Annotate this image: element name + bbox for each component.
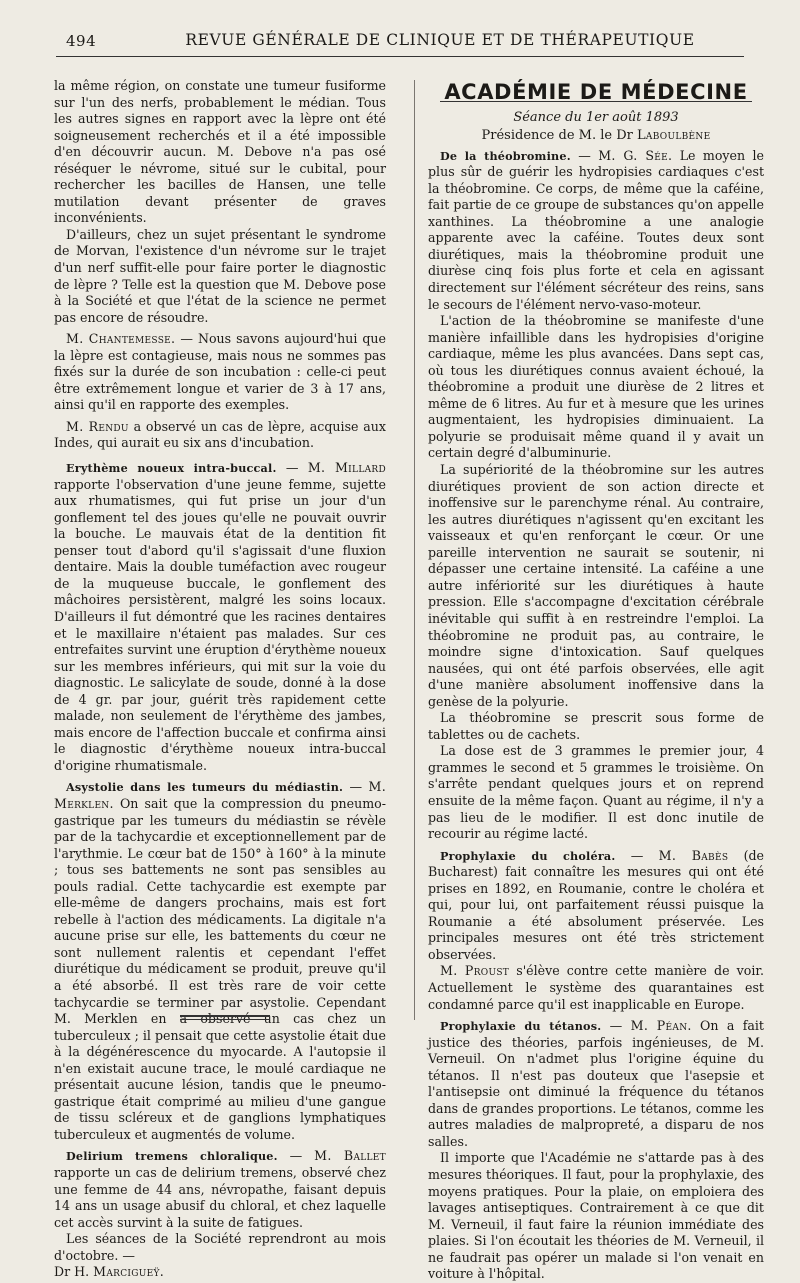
section-heading: Prophylaxie du tétanos. xyxy=(440,1019,602,1034)
paragraph-text: — Nous savons aujourd'hui que la lèpre est contagieuse, mais nous ne sommes pas fixés sur la durée de son incubation : celle-ci peut être extrêmement longue et varier de 3 à 17 ans, ainsi qu'il en rapporte des exemples. xyxy=(54,331,386,413)
section-heading: De la théobromine. xyxy=(440,148,571,163)
presidence xyxy=(428,128,764,145)
paragraph xyxy=(54,331,386,414)
column-divider xyxy=(414,80,415,1020)
paragraph: La supériorité de la théobromine sur les autres diurétiques provient de son action directe et inoffensive sur le parenchyme rénal. Au contraire, les autres diurétiques n'agissent qu'en excitant les vaisseaux et qu'en renforçant le cœur. Or une pareille intervention ne saurait se soutenir, ni dépasser une certaine intensité. La caféine a une autre infériorité sur les diurétiques à haute pression. Elle s'accompagne d'excitation cérébrale inévitable qui suffit à en restreindre l'emploi. La théobromine ne produit pas, au contraire, le moindre signe d'intoxication. Sauf quelques nausées, qui ont été parfois observées, elle agit d'une manière absolument inoffensive dans la genèse de la polyurie. xyxy=(428,462,764,709)
right-column xyxy=(428,80,765,1283)
page-number: 494 xyxy=(66,32,97,50)
paragraph: Prophylaxie du choléra. — M. Babès (de Bucharest) fait connaître les mesures qui ont été prises en 1892, en Roumanie, contre le choléra et qui, pour lui, ont parfaitement réussi puisque la Roumanie a été absolument préservée. Les principales mesures ont été très strictement observées. xyxy=(428,847,765,962)
speaker-name: M. Péan. xyxy=(630,1018,692,1034)
section-title xyxy=(428,80,764,104)
paragraph: Prophylaxie du tétanos. — M. Péan. On a fait justice des théories, parfois ingénieuses, de M. Verneuil. On n'admet plus l'origine équine du tétanos. Il n'est pas douteux que l'asepsie et l'antisepsie ont diminué la fréquence du tétanos dans de grandes proportions. Le tétanos, comme les autres maladies de malpropreté, a disparu de nos salles. xyxy=(428,1018,764,1149)
journal-title: REVUE GÉNÉRALE DE CLINIQUE ET DE THÉRAPEUTIQUE xyxy=(185,31,695,49)
paragraph-text: On a fait justice des théories, parfois ingénieuses, de M. Verneuil. On n'admet plus l'origine équine du tétanos. Il n'est pas douteux que l'asepsie et l'antisepsie ont diminué la fréquence du tétanos dans de grandes proportions. Le tétanos, comme les autres maladies de malpropreté, a disparu de nos salles. xyxy=(428,1018,764,1149)
paragraph: La dose est de 3 grammes le premier jour, 4 grammes le second et 5 grammes le troisième. On s'arrête pendant quelques jours et on reprend ensuite de la même façon. Quant au régime, il n'y a pas lieu de le modifier. Il est donc inutile de recourir au régime lacté. xyxy=(428,743,764,842)
paragraph: Erythème noueux intra-buccal. — M. Millard rapporte l'observation d'une jeune femme, sujette aux rhumatismes, qui fut prise un jour d'un gonflement tel des joues qu'elle ne pouvait ouvrir la bouche. Le mauvais état de la dentition fit penser tout d'abord qu'il s'agissait d'une fluxion dentaire. Mais la double tuméfaction avec rougeur de la muqueuse buccale, le gonflement des mâchoires persistèrent, malgré les soins locaux. D'ailleurs il fut démontré que les racines dentaires et le maxillaire n'étaient pas malades. Sur ces entrefaites survint une éruption d'érythème noueux sur les membres inférieurs, qui mit sur la voie du diagnostic. Le salicylate de soude, donné à la dose de 4 gr. par jour, guérit très rapidement cette malade, non seulement de l'érythème des jambes, mais encore de l'affection buccale et confirma ainsi le diagnostic d'érythème noueux intra-buccal d'origine rhumatismale. xyxy=(54,460,386,773)
speaker-name: M. Millard xyxy=(307,460,386,476)
signature-prefix: Dr H. xyxy=(54,1264,90,1280)
paragraph: Asystolie dans les tumeurs du médiastin. — M. Merklen. On sait que la compression du pneumo-gastrique par les tumeurs du médiastin se révèle par de la tachycardie et exceptionnellement par de l'arythmie. Le cœur bat de 150° à 160° à la minute ; tous ses battements ne sont pas sensibles au pouls radial. Cette tachycardie est exempte par elle-même de dangers prochains, mais est fort rebelle à l'action des médicaments. La digitale n'a aucune prise sur elle, les battements du cœur ne sont nullement ralentis et cependant l'effet diurétique du médicament se produit, preuve qu'il a été absorbé. Il est très rare de voir cette tachycardie se terminer par asystolie. Cependant M. Merklen en a observé un cas chez un tuberculeux ; il pensait que cette asystolie était due à la dégénérescence du myocarde. A l'autopsie il n'en existait aucune trace, le moulé cardiaque ne présentait aucune lésion, tandis que le pneumo-gastrique était comprimé au milieu d'une gangue de tissu scléreux et de ganglions lymphatiques tuberculeux et augmentés de volume. xyxy=(54,779,386,1142)
section-heading: Prophylaxie du choléra. xyxy=(440,848,616,863)
section-heading: Delirium tremens chloralique. xyxy=(66,1149,278,1164)
speaker-name: M. Ballet xyxy=(314,1148,386,1164)
paragraph: De la théobromine. — M. G. Sée. Le moyen le plus sûr de guérir les hydropisies cardiaques c'est la théobromine. Ce corps, de même que la caféine, fait partie de ce groupe de substances qu'on appelle xanthines. La théobromine a une analogie apparente avec la caféine. Toutes deux sont diurétiques, mais la théobromine produit une diurèse cinq fois plus forte et cela en agissant directement sur l'élément sécréteur des reins, sans le secours de l'élément nervo-vaso-moteur. xyxy=(428,147,764,312)
running-head xyxy=(56,28,744,57)
seance-date: Séance du 1er août 1893 xyxy=(513,109,679,125)
section-heading: Erythème noueux intra-buccal. xyxy=(66,461,277,476)
paragraph-text: Le moyen le plus sûr de guérir les hydropisies cardiaques c'est la théobromine. Ce corps, de même que la caféine, fait partie de ce groupe de substances qu'on appelle xanthines. La théobromine a une analogie apparente avec la caféine. Toutes deux sont diurétiques, mais la théobromine produit une diurèse cinq fois plus forte et cela en agissant directement sur l'élément sécréteur des reins, sans le secours de l'élément nervo-vaso-moteur. xyxy=(428,147,764,312)
paragraph xyxy=(428,963,764,1013)
paragraph: D'ailleurs, chez un sujet présentant le syndrome de Morvan, l'existence d'un névrome sur le trajet d'un nerf suffit-elle pour faire porter le diagnostic de lèpre ? Telle est la question que M. Debove pose à la Société et que l'état de la science ne permet pas encore de résoudre. xyxy=(54,226,386,325)
section-title-text: ACADÉMIE DE MÉDECINE xyxy=(440,84,751,102)
paragraph-text: s'élève contre cette manière de voir. Actuellement le système des quarantaines est condamné parce qu'il est inapplicable en Europe. xyxy=(428,963,765,1012)
speaker-name: M. G. Sée. xyxy=(598,147,673,163)
presidence-prefix: Présidence de M. le Dr xyxy=(481,128,633,144)
paragraph xyxy=(54,419,386,452)
speaker-name: M. Merklen. xyxy=(54,779,386,811)
paragraph: L'action de la théobromine se manifeste d'une manière infaillible dans les hydropisies d'origine cardiaque, même les plus avancées. Dans sept cas, où tous les diurétiques connus avaient échoué, la théobromine a produit une diurèse de 2 litres et même de 6 litres. Au fur et à mesure que les urines augmentaient, les hydropisies diminuaient. La polyurie se produisait même quand il y avait un certain degré d'albuminurie. xyxy=(428,313,764,461)
left-column xyxy=(54,78,386,1281)
paragraph-text: rapporte l'observation d'une jeune femme, sujette aux rhumatismes, qui fut prise un jour d'un gonflement tel des joues qu'elle ne pouvait ouvrir la bouche. Le mauvais état de la dentition fit penser tout d'abord qu'il s'agissait d'une fluxion dentaire. Mais la double tuméfaction avec rougeur de la muqueuse buccale, le gonflement des mâchoires persistèrent, malgré les soins locaux. D'ailleurs il fut démontré que les racines dentaires et le maxillaire n'étaient pas malades. Sur ces entrefaites survint une éruption d'érythème noueux sur les membres inférieurs, qui mit sur la voie du diagnostic. Le salicylate de soude, donné à la dose de 4 gr. par jour, guérit très rapidement cette malade, non seulement de l'érythème des jambes, mais encore de l'affection buccale et confirma ainsi le diagnostic d'érythème noueux intra-buccal d'origine rhumatismale. xyxy=(54,476,386,773)
section-heading: Asystolie dans les tumeurs du médiastin. xyxy=(66,780,344,795)
paragraph: Delirium tremens chloralique. — M. Ballet rapporte un cas de delirium tremens, observé chez une femme de 44 ans, névropathe, faisant depuis 14 ans un usage abusif du chloral, et chez laquelle cet accès survint à la suite de fatigues. xyxy=(54,1148,386,1230)
paragraph-text: a observé un cas de lèpre, acquise aux Indes, qui aurait eu six ans d'incubation. xyxy=(54,418,386,451)
president-name: Laboulbène xyxy=(636,128,711,144)
paragraph-text: On sait que la compression du pneumo-gastrique par les tumeurs du médiastin se révèle par de la tachycardie et exceptionnellement par de l'arythmie. Le cœur bat de 150° à 160° à la minute ; tous ses battements ne sont pas sensibles au pouls radial. Cette tachycardie est exempte par elle-même de dangers prochains, mais est fort rebelle à l'action des médicaments. La digitale n'a aucune prise sur elle, les battements du cœur ne sont nullement ralentis et cependant l'effet diurétique du médicament se produit, preuve qu'il a été absorbé. Il est très rare de voir cette tachycardie se terminer par asystolie. Cependant M. Merklen en a observé un cas chez un tuberculeux ; il pensait que cette asystolie était due à la dégénérescence du myocarde. A l'autopsie il n'en existait aucune trace, le moulé cardiaque ne présentait aucune lésion, tandis que le pneumo-gastrique était comprimé au milieu d'une gangue de tissu scléreux et de ganglions lymphatiques tuberculeux et augmentés de volume. xyxy=(54,795,386,1142)
paragraph xyxy=(54,1231,386,1281)
signature-name: Marcigueÿ. xyxy=(93,1264,165,1280)
speaker-name: M. Chantemesse. xyxy=(66,331,176,347)
paragraph: La théobromine se prescrit sous forme de tablettes ou de cachets. xyxy=(428,710,764,742)
speaker-name: M. Rendu xyxy=(66,418,129,434)
speaker-name: M. Babès xyxy=(658,847,729,863)
end-rule xyxy=(180,1015,270,1017)
speaker-name: M. Proust xyxy=(440,963,510,979)
paragraph-text: rapporte un cas de delirium tremens, observé chez une femme de 44 ans, névropathe, faisant depuis 14 ans un usage abusif du chloral, et chez laquelle cet accès survint à la suite de fatigues. xyxy=(54,1165,386,1230)
paragraph-text: (de Bucharest) fait connaître les mesures qui ont été prises en 1892, en Roumanie, contre le choléra et qui, pour lui, ont parfaitement réussi puisque la Roumanie a été absolument préservée. Les principales mesures ont été très strictement observées. xyxy=(428,847,765,962)
closing-text: Les séances de la Société reprendront au mois d'octobre. — xyxy=(54,1231,386,1263)
paragraph: la même région, on constate une tumeur fusiforme sur l'un des nerfs, probablement le médian. Tous les autres signes en rapport avec la lèpre ont été soigneusement recherchés et il a été impossible d'en découvrir aucun. M. Debove n'a pas osé réséquer le névrome, situé sur le cubital, pour rechercher les bacilles de Hansen, une telle mutilation devant présenter de graves inconvénients. xyxy=(54,78,386,226)
paragraph: Il importe que l'Académie ne s'attarde pas à des mesures théoriques. Il faut, pour la prophylaxie, des moyens pratiques. Pour la plaie, on emploiera des lavages antiseptiques. Contrairement à ce que dit M. Verneuil, il faut faire la réunion immédiate des plaies. Si l'on écoutait les théories de M. Verneuil, il ne faudrait pas opérer un malade si l'on venait en voiture à l'hôpital. xyxy=(428,1150,764,1282)
